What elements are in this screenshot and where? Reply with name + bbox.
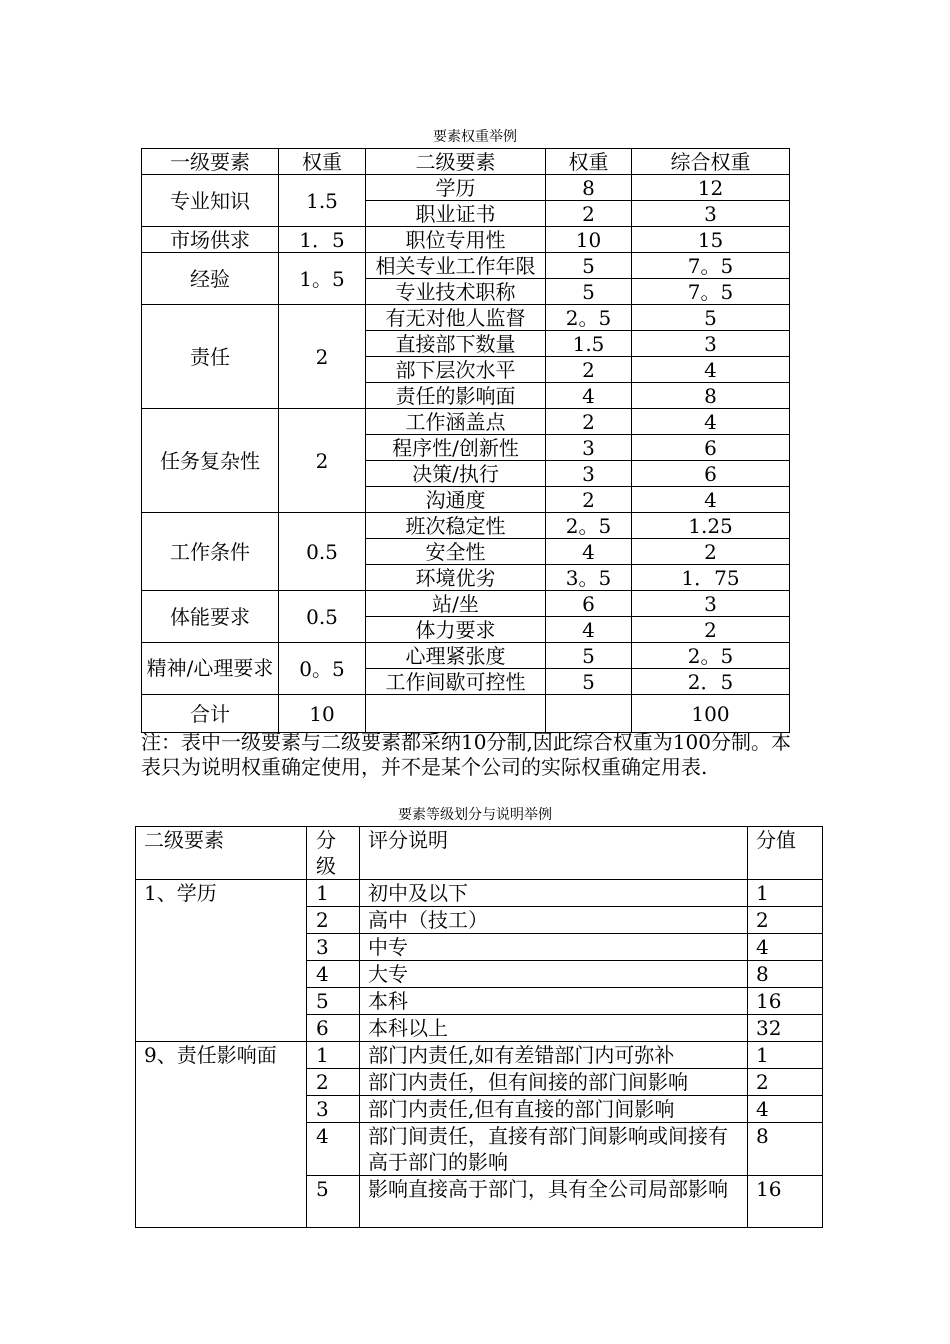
secondary-weight: 10 bbox=[546, 227, 632, 253]
combined-weight: 3 bbox=[632, 331, 790, 357]
combined-weight: 4 bbox=[632, 409, 790, 435]
weights-table bbox=[141, 148, 790, 733]
score: 16 bbox=[748, 988, 823, 1015]
primary-weight: 1．5 bbox=[279, 227, 366, 253]
level: 6 bbox=[307, 1015, 360, 1042]
primary-factor: 责任 bbox=[142, 305, 279, 409]
score: 8 bbox=[748, 1123, 823, 1176]
level: 4 bbox=[307, 1123, 360, 1176]
total-empty-cell bbox=[546, 695, 632, 733]
level: 2 bbox=[307, 1069, 360, 1096]
combined-weight: 8 bbox=[632, 383, 790, 409]
combined-weight: 6 bbox=[632, 461, 790, 487]
combined-weight: 4 bbox=[632, 487, 790, 513]
total-label: 合计 bbox=[142, 695, 279, 733]
secondary-weight: 4 bbox=[546, 617, 632, 643]
combined-weight: 3 bbox=[632, 201, 790, 227]
score: 8 bbox=[748, 961, 823, 988]
description: 高中（技工） bbox=[360, 907, 748, 934]
total-weight: 10 bbox=[279, 695, 366, 733]
header-primary-factor: 一级要素 bbox=[142, 149, 279, 175]
combined-weight: 3 bbox=[632, 591, 790, 617]
table-row bbox=[142, 227, 790, 253]
table-row bbox=[142, 253, 790, 279]
secondary-weight: 8 bbox=[546, 175, 632, 201]
combined-weight: 1．75 bbox=[632, 565, 790, 591]
secondary-factor: 安全性 bbox=[366, 539, 546, 565]
secondary-factor: 职位专用性 bbox=[366, 227, 546, 253]
primary-weight: 0.5 bbox=[279, 591, 366, 643]
level: 2 bbox=[307, 907, 360, 934]
total-row bbox=[142, 695, 790, 733]
secondary-factor: 环境优劣 bbox=[366, 565, 546, 591]
table-row bbox=[142, 643, 790, 669]
table1-header-row bbox=[142, 149, 790, 175]
secondary-factor: 工作涵盖点 bbox=[366, 409, 546, 435]
primary-weight: 2 bbox=[279, 409, 366, 513]
secondary-factor: 部下层次水平 bbox=[366, 357, 546, 383]
table-row bbox=[142, 305, 790, 331]
table-row bbox=[142, 591, 790, 617]
header-weight-2: 权重 bbox=[546, 149, 632, 175]
total-combined: 100 bbox=[632, 695, 790, 733]
description: 中专 bbox=[360, 934, 748, 961]
header-secondary-factor: 二级要素 bbox=[366, 149, 546, 175]
table2-header-row bbox=[136, 827, 823, 880]
score: 4 bbox=[748, 934, 823, 961]
description: 部门内责任，但有间接的部门间影响 bbox=[360, 1069, 748, 1096]
primary-factor: 经验 bbox=[142, 253, 279, 305]
secondary-factor: 责任的影响面 bbox=[366, 383, 546, 409]
primary-weight: 1.5 bbox=[279, 175, 366, 227]
primary-factor: 工作条件 bbox=[142, 513, 279, 591]
total-empty-cell bbox=[366, 695, 546, 733]
secondary-factor: 有无对他人监督 bbox=[366, 305, 546, 331]
table-row bbox=[142, 409, 790, 435]
level: 3 bbox=[307, 934, 360, 961]
secondary-weight: 5 bbox=[546, 669, 632, 695]
secondary-weight: 4 bbox=[546, 539, 632, 565]
factor-name: 1、学历 bbox=[136, 880, 307, 1042]
primary-weight: 0。5 bbox=[279, 643, 366, 695]
header-secondary-factor: 二级要素 bbox=[136, 827, 307, 880]
primary-factor: 专业知识 bbox=[142, 175, 279, 227]
levels-table bbox=[135, 826, 823, 1228]
secondary-weight: 5 bbox=[546, 279, 632, 305]
secondary-factor: 工作间歇可控性 bbox=[366, 669, 546, 695]
primary-factor: 市场供求 bbox=[142, 227, 279, 253]
secondary-weight: 3。5 bbox=[546, 565, 632, 591]
combined-weight: 5 bbox=[632, 305, 790, 331]
table-row bbox=[142, 513, 790, 539]
header-level: 分级 bbox=[307, 827, 360, 880]
description: 初中及以下 bbox=[360, 880, 748, 907]
combined-weight: 2 bbox=[632, 617, 790, 643]
level: 3 bbox=[307, 1096, 360, 1123]
combined-weight: 6 bbox=[632, 435, 790, 461]
header-description: 评分说明 bbox=[360, 827, 748, 880]
level: 5 bbox=[307, 1176, 360, 1228]
combined-weight: 2 bbox=[632, 539, 790, 565]
secondary-weight: 4 bbox=[546, 383, 632, 409]
score: 2 bbox=[748, 907, 823, 934]
secondary-factor: 站/坐 bbox=[366, 591, 546, 617]
primary-weight: 2 bbox=[279, 305, 366, 409]
combined-weight: 2。5 bbox=[632, 643, 790, 669]
table-note: 注：表中一级要素与二级要素都采纳10分制,因此综合权重为100分制。本表只为说明权重确定使用，并不是某个公司的实际权重确定用表. bbox=[141, 730, 791, 779]
table-row bbox=[142, 175, 790, 201]
level: 5 bbox=[307, 988, 360, 1015]
secondary-factor: 心理紧张度 bbox=[366, 643, 546, 669]
combined-weight: 4 bbox=[632, 357, 790, 383]
score: 4 bbox=[748, 1096, 823, 1123]
secondary-weight: 5 bbox=[546, 253, 632, 279]
secondary-factor: 学历 bbox=[366, 175, 546, 201]
description: 本科 bbox=[360, 988, 748, 1015]
header-combined-weight: 综合权重 bbox=[632, 149, 790, 175]
secondary-factor: 相关专业工作年限 bbox=[366, 253, 546, 279]
primary-weight: 1。5 bbox=[279, 253, 366, 305]
table2-caption: 要素等级划分与说明举例 bbox=[398, 807, 552, 823]
score: 1 bbox=[748, 1042, 823, 1069]
secondary-factor: 直接部下数量 bbox=[366, 331, 546, 357]
secondary-factor: 班次稳定性 bbox=[366, 513, 546, 539]
table1-caption: 要素权重举例 bbox=[433, 129, 517, 145]
secondary-factor: 职业证书 bbox=[366, 201, 546, 227]
secondary-factor: 体力要求 bbox=[366, 617, 546, 643]
description: 本科以上 bbox=[360, 1015, 748, 1042]
secondary-factor: 决策/执行 bbox=[366, 461, 546, 487]
secondary-weight: 3 bbox=[546, 461, 632, 487]
combined-weight: 7。5 bbox=[632, 279, 790, 305]
secondary-weight: 5 bbox=[546, 643, 632, 669]
description: 影响直接高于部门，具有全公司局部影响 bbox=[360, 1176, 748, 1228]
score: 2 bbox=[748, 1069, 823, 1096]
score: 1 bbox=[748, 880, 823, 907]
score: 32 bbox=[748, 1015, 823, 1042]
secondary-factor: 程序性/创新性 bbox=[366, 435, 546, 461]
secondary-weight: 2 bbox=[546, 409, 632, 435]
combined-weight: 7。5 bbox=[632, 253, 790, 279]
secondary-weight: 2。5 bbox=[546, 513, 632, 539]
secondary-factor: 沟通度 bbox=[366, 487, 546, 513]
secondary-factor: 专业技术职称 bbox=[366, 279, 546, 305]
primary-factor: 任务复杂性 bbox=[142, 409, 279, 513]
description: 部门内责任,如有差错部门内可弥补 bbox=[360, 1042, 748, 1069]
secondary-weight: 2 bbox=[546, 201, 632, 227]
primary-factor: 体能要求 bbox=[142, 591, 279, 643]
combined-weight: 12 bbox=[632, 175, 790, 201]
primary-factor: 精神/心理要求 bbox=[142, 643, 279, 695]
primary-weight: 0.5 bbox=[279, 513, 366, 591]
level: 1 bbox=[307, 1042, 360, 1069]
secondary-weight: 1.5 bbox=[546, 331, 632, 357]
secondary-weight: 2。5 bbox=[546, 305, 632, 331]
score: 16 bbox=[748, 1176, 823, 1228]
header-score: 分值 bbox=[748, 827, 823, 880]
description: 部门间责任，直接有部门间影响或间接有高于部门的影响 bbox=[360, 1123, 748, 1176]
level: 1 bbox=[307, 880, 360, 907]
table-row bbox=[136, 1042, 823, 1069]
secondary-weight: 2 bbox=[546, 487, 632, 513]
factor-name: 9、责任影响面 bbox=[136, 1042, 307, 1228]
combined-weight: 2．5 bbox=[632, 669, 790, 695]
description: 部门内责任,但有直接的部门间影响 bbox=[360, 1096, 748, 1123]
combined-weight: 15 bbox=[632, 227, 790, 253]
secondary-weight: 3 bbox=[546, 435, 632, 461]
description: 大专 bbox=[360, 961, 748, 988]
secondary-weight: 6 bbox=[546, 591, 632, 617]
table-row bbox=[136, 880, 823, 907]
header-weight: 权重 bbox=[279, 149, 366, 175]
combined-weight: 1.25 bbox=[632, 513, 790, 539]
level: 4 bbox=[307, 961, 360, 988]
secondary-weight: 2 bbox=[546, 357, 632, 383]
